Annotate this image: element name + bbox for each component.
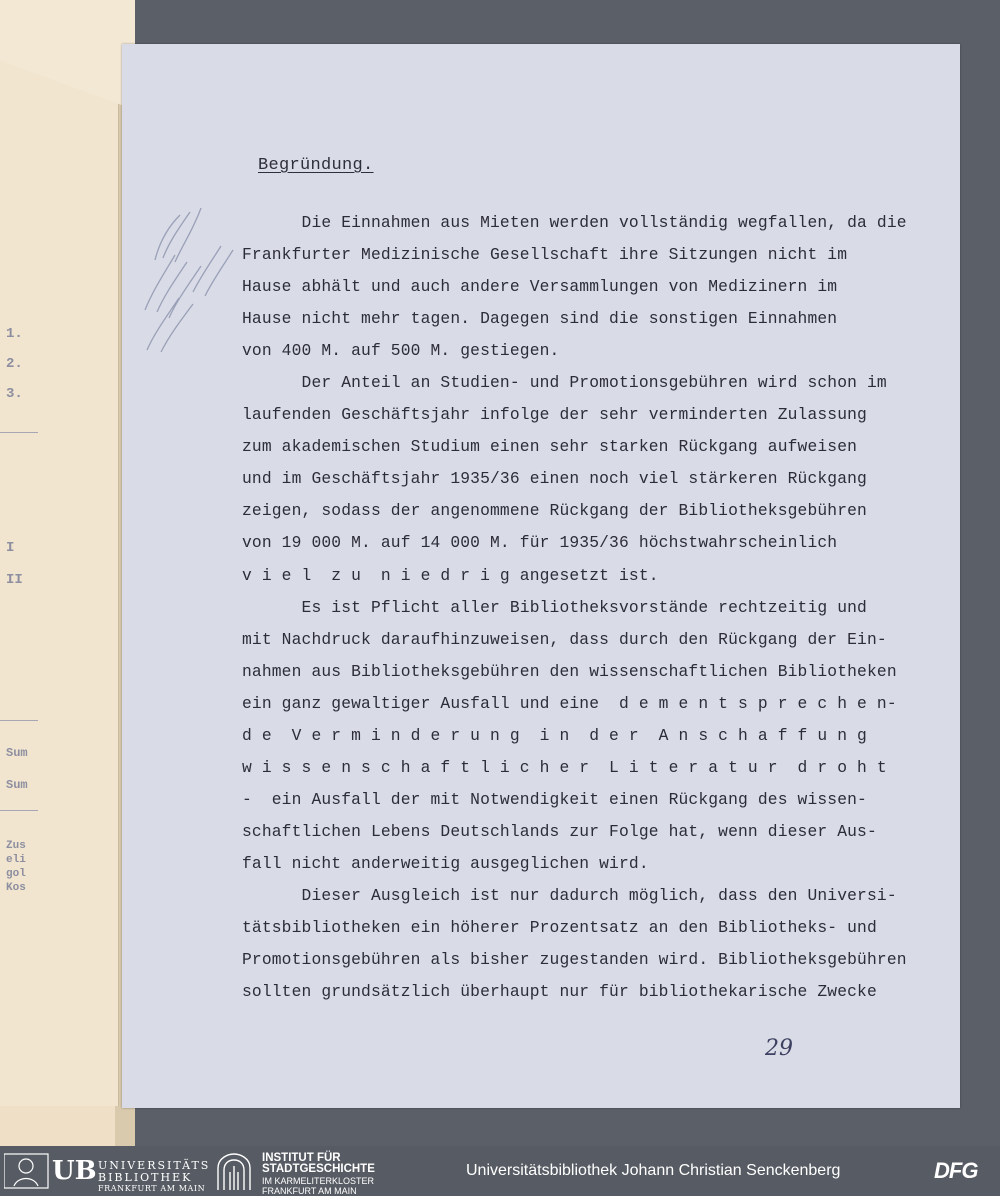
text-line: Frankfurter Medizinische Gesellschaft ihre Sitzungen nicht im: [242, 245, 848, 264]
text-line: nahmen aus Bibliotheksgebühren den wissenschaftlichen Bibliotheken: [242, 662, 897, 681]
library-title: Universitätsbibliothek Johann Christian Senckenberg: [466, 1162, 841, 1179]
text-line: - ein Ausfall der mit Notwendigkeit einen Rückgang des wissen-: [242, 790, 867, 809]
underlying-rule: [0, 432, 38, 433]
institute-line-3: IM KARMELITERKLOSTER: [262, 1176, 375, 1186]
text-line: zeigen, sodass der angenommene Rückgang der Bibliotheksgebühren: [242, 501, 867, 520]
underlying-number: 3.: [6, 386, 23, 402]
institute-line-2: STADTGESCHICHTE: [262, 1163, 375, 1175]
underlying-number: 1.: [6, 326, 23, 342]
text-line: w i s s e n s c h a f t l i c h e r L i t e r a t u r d r o h t: [242, 758, 887, 777]
text-line: sollten grundsätzlich überhaupt nur für bibliothekarische Zwecke: [242, 982, 877, 1001]
underlying-fragment: Zus: [6, 840, 26, 852]
dfg-logo: DFG: [934, 1158, 978, 1183]
text-line: ein ganz gewaltiger Ausfall und eine d e m e n t s p r e c h e n-: [242, 694, 897, 713]
institute-logo-icon: [214, 1152, 254, 1192]
handwritten-margin-note: [135, 200, 255, 360]
underlying-fragment: Sum: [6, 746, 28, 760]
ub-line-3: FRANKFURT AM MAIN: [98, 1184, 206, 1193]
text-line: Hause nicht mehr tagen. Dagegen sind die sonstigen Einnahmen: [242, 309, 838, 328]
text-line: mit Nachdruck daraufhinzuweisen, dass durch den Rückgang der Ein-: [242, 630, 887, 649]
text-line: Die Einnahmen aus Mieten werden vollständig wegfallen, da die: [242, 213, 907, 232]
underlying-number: II: [6, 572, 23, 588]
text-line: Dieser Ausgleich ist nur dadurch möglich, dass den Universi-: [242, 886, 897, 905]
underlying-number: 2.: [6, 356, 23, 372]
underlying-sheet: [0, 40, 119, 1106]
underlying-rule: [0, 720, 38, 721]
text-line: von 400 M. auf 500 M. gestiegen.: [242, 341, 560, 360]
text-line: Der Anteil an Studien- und Promotionsgebühren wird schon im: [242, 373, 887, 392]
text-line: d e V e r m i n d e r u n g i n d e r A n s c h a f f u n g: [242, 726, 867, 745]
institute-line-1: INSTITUT FÜR: [262, 1152, 341, 1164]
underlying-fragment: eli: [6, 854, 26, 866]
text-line: v i e l z u n i e d r i g angesetzt ist.: [242, 566, 659, 585]
underlying-number: I: [6, 540, 15, 556]
text-line: schaftlichen Lebens Deutschlands zur Folge hat, wenn dieser Aus-: [242, 822, 877, 841]
institute-line-4: FRANKFURT AM MAIN: [262, 1186, 357, 1196]
text-line: Promotionsgebühren als bisher zugestanden wird. Bibliotheksgebühren: [242, 950, 907, 969]
ub-line-2: BIBLIOTHEK: [98, 1171, 193, 1184]
document-heading: Begründung.: [258, 156, 374, 175]
underlying-fragment: gol: [6, 868, 26, 880]
text-line: laufenden Geschäftsjahr infolge der sehr verminderten Zulassung: [242, 405, 867, 424]
page-number: 29: [765, 1036, 793, 1061]
text-line: tätsbibliotheken ein höherer Prozentsatz an den Bibliotheks- und: [242, 918, 877, 937]
text-line: von 19 000 M. auf 14 000 M. für 1935/36 höchstwahrscheinlich: [242, 533, 838, 552]
text-line: fall nicht anderweitig ausgeglichen wird.: [242, 854, 649, 873]
text-line: Es ist Pflicht aller Bibliotheksvorstände rechtzeitig und: [242, 598, 867, 617]
underlying-fragment: Kos: [6, 882, 26, 894]
ub-line-1: UNIVERSITÄTS: [98, 1159, 211, 1172]
text-line: zum akademischen Studium einen sehr starken Rückgang aufweisen: [242, 437, 858, 456]
text-line: und im Geschäftsjahr 1935/36 einen noch viel stärkeren Rückgang: [242, 469, 867, 488]
text-line: Hause abhält und auch andere Versammlungen von Medizinern im: [242, 277, 838, 296]
ub-mark: UB: [52, 1156, 97, 1186]
underlying-fragment: Sum: [6, 778, 28, 792]
underlying-rule: [0, 810, 38, 811]
